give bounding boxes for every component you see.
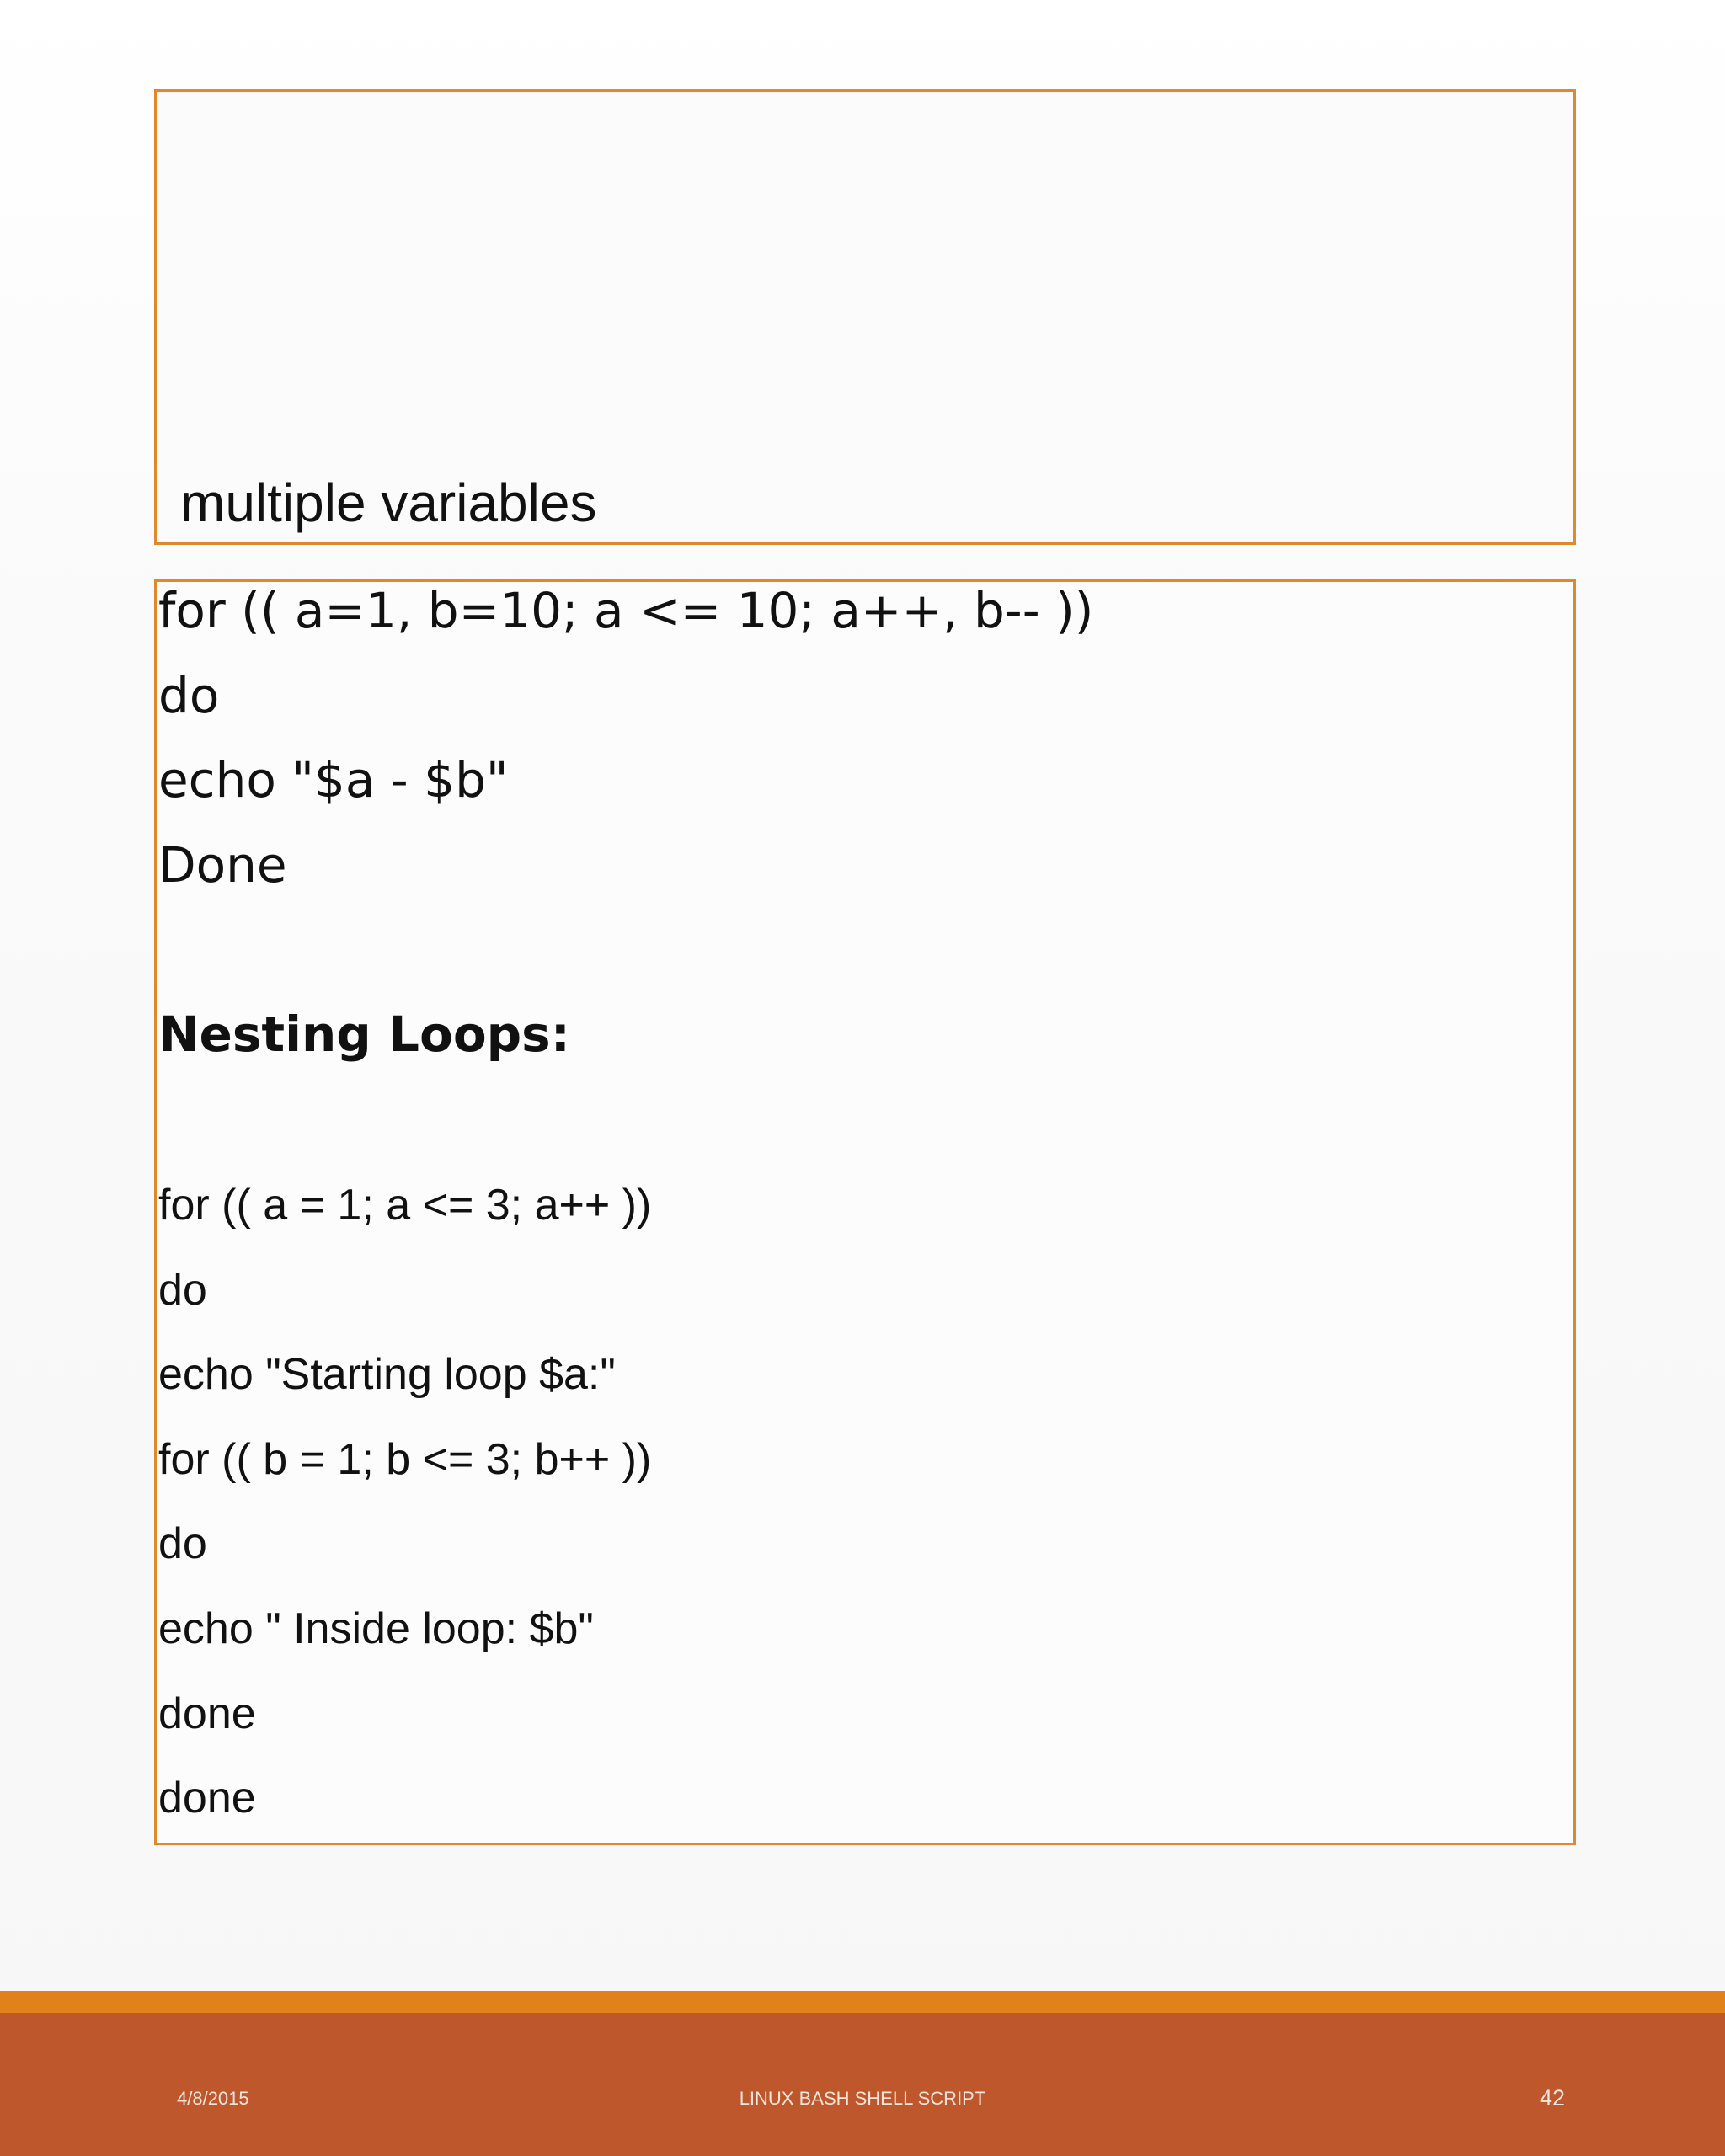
code-line: for (( b = 1; b <= 3; b++ )) bbox=[158, 1435, 652, 1484]
title-placeholder bbox=[154, 89, 1576, 545]
code-line: Done bbox=[158, 836, 287, 894]
code-line: echo "Starting loop $a:" bbox=[158, 1350, 616, 1399]
slide-title: multiple variables bbox=[180, 472, 597, 533]
footer-date: 4/8/2015 bbox=[177, 2088, 249, 2109]
section-heading: Nesting Loops: bbox=[158, 1006, 570, 1063]
footer-title: LINUX BASH SHELL SCRIPT bbox=[739, 2088, 986, 2109]
code-line: done bbox=[158, 1689, 256, 1738]
code-line: for (( a = 1; a <= 3; a++ )) bbox=[158, 1181, 652, 1230]
footer-bar bbox=[0, 2013, 1725, 2156]
code-line: do bbox=[158, 1266, 207, 1315]
code-line: for (( a=1, b=10; a <= 10; a++, b-- )) bbox=[158, 582, 1094, 639]
footer-accent-stripe bbox=[0, 1991, 1725, 2013]
page-number: 42 bbox=[1539, 2085, 1565, 2111]
code-line: echo " Inside loop: $b" bbox=[158, 1604, 594, 1653]
code-line: done bbox=[158, 1774, 256, 1822]
code-line: do bbox=[158, 667, 220, 724]
code-line: echo "$a - $b" bbox=[158, 751, 509, 808]
content-placeholder bbox=[154, 579, 1576, 1845]
code-line: do bbox=[158, 1519, 207, 1568]
